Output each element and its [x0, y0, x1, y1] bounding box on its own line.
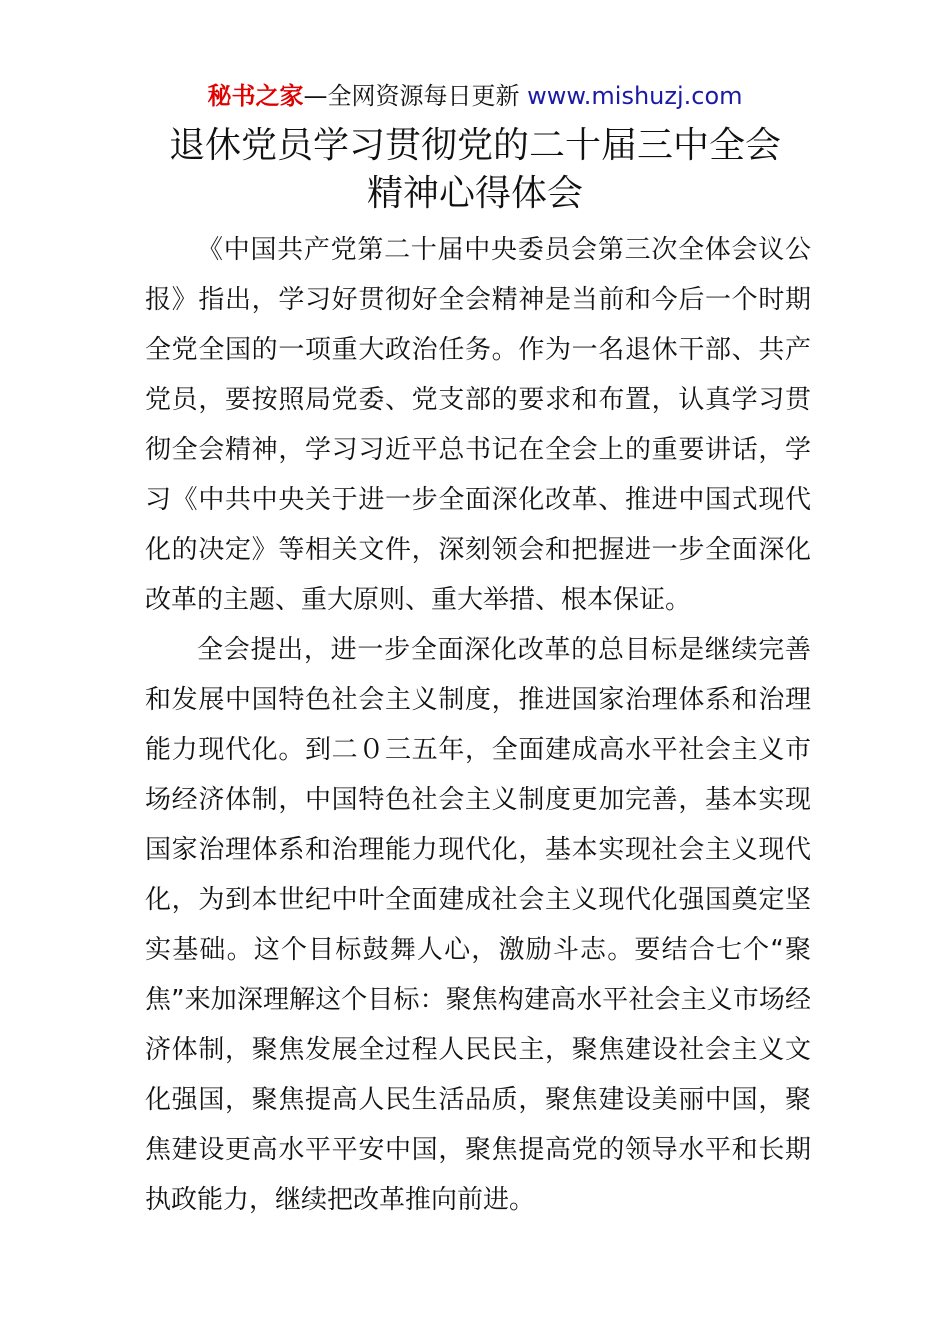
site-header — [0, 78, 950, 114]
document-body — [145, 225, 811, 1225]
site-tagline: —全网资源每日更新 — [303, 82, 520, 110]
site-url[interactable]: www.mishuzj.com — [527, 82, 743, 110]
title-line-1: 退休党员学习贯彻党的二十届三中全会 — [168, 125, 781, 166]
body-paragraph: 《中国共产党第二十届中央委员会第三次全体会议公报》指出，学习好贯彻好全会精神是当前和今后一个时期全党全国的一项重大政治任务。作为一名退休干部、共产党员，要按照局党委、党支部的要求和布置，认真学习贯彻全会精神，学习习近平总书记在全会上的重要讲话，学习《中共中央关于进一步全面深化改革、推进中国式现代化的决定》等相关文件，深刻领会和把握进一步全面深化改革的主题、重大原则、重大举措、根本保证。 — [145, 235, 811, 615]
title-line-2: 精神心得体会 — [366, 173, 583, 214]
site-brand: 秘书之家 — [207, 82, 304, 110]
body-paragraph: 全会提出，进一步全面深化改革的总目标是继续完善和发展中国特色社会主义制度，推进国家治理体系和治理能力现代化。到二０三五年，全面建成高水平社会主义市场经济体制，中国特色社会主义制度更加完善，基本实现国家治理体系和治理能力现代化，基本实现社会主义现代化，为到本世纪中叶全面建成社会主义现代化强国奠定坚实基础。这个目标鼓舞人心，激励斗志。要结合七个“聚焦”来加深理解这个目标：聚焦构建高水平社会主义市场经济体制，聚焦发展全过程人民民主，聚焦建设社会主义文化强国，聚焦提高人民生活品质，聚焦建设美丽中国，聚焦建设更高水平平安中国，聚焦提高党的领导水平和长期执政能力，继续把改革推向前进。 — [145, 635, 811, 1215]
document-title — [120, 122, 830, 218]
